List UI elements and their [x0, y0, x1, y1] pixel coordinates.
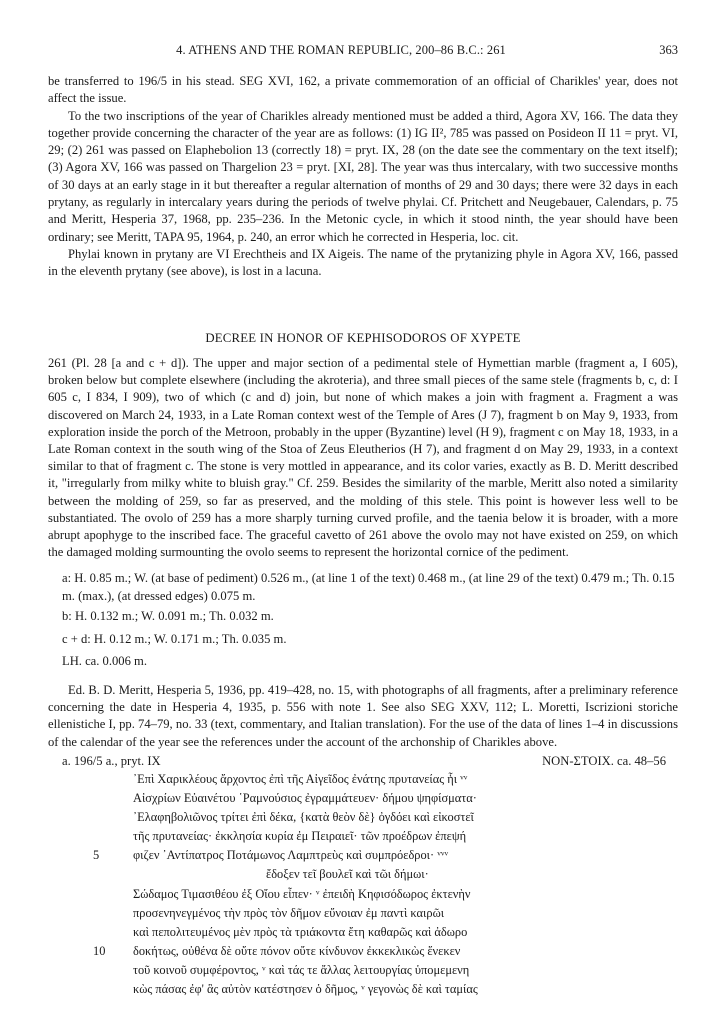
greek-line: [48, 980, 688, 999]
running-title: 4. ATHENS AND THE ROMAN REPUBLIC, 200–86 B.C.: 261: [176, 43, 506, 57]
intro-paragraph-1: be transferred to 196/5 in his stead. SEG XVI, 162, a private commemoration of an official of Charikles' year, does not affect the issue.: [48, 74, 678, 106]
line-text: Αἰσχρίων Εὐαινέτου ῾Ραμνούσιος ἐγραμμάτευεν· δήμου ψηφίσματα·: [133, 791, 477, 806]
line-text: ᾿Επὶ Χαρικλέους ἄρχοντος ἐπὶ τῆς Αἰγεῖδος ἐνάτης πρυτανείας ἧι ᵛᵛ: [133, 772, 468, 786]
greek-line: [48, 923, 688, 942]
intro-paragraph-3: Phylai known in prytany are VI Erechtheis and IX Aigeis. The name of the prytanizing phyle in Agora XV, 166, passed in the eleventh prytany (see above), is lost in a lacuna.: [48, 246, 678, 279]
greek-line: [48, 865, 688, 884]
greek-line: [48, 846, 688, 865]
greek-line: [48, 961, 688, 980]
line-number: 10: [93, 943, 106, 958]
measurement-cd: c + d: H. 0.12 m.; W. 0.171 m.; Th. 0.035 m.: [62, 631, 287, 646]
line-text: Σώδαμος Τιμασιθέου ἐξ Οἴου εἶπεν· ᵛ ἐπειδὴ Κηφισόδωρος ἐκτενὴν: [133, 886, 471, 901]
line-text: προσενηνεγμένος τὴν πρὸς τὸν δῆμον εὔνοιαν ἐμ παντὶ καιρῶι: [133, 905, 445, 920]
line-number: 5: [93, 848, 100, 863]
line-text: ᾿Ελαφηβολιῶνος τρίτει ἐπὶ δέκα, {κατὰ θεὸν δὲ} ὀγδόει καὶ εἰκοστεῖ: [133, 810, 474, 825]
text-stoichedon-note: NON-ΣΤΟΙΧ. ca. 48–56: [542, 754, 666, 768]
line-text-centered: ἔδοξεν τεῖ βουλεῖ καὶ τῶι δήμωι·: [266, 867, 429, 882]
letter-height: LH. ca. 0.006 m.: [62, 654, 147, 668]
line-text: κὼς πάσας ἐφ' ἃς αὐτὸν κατέστησεν ὁ δῆμος, ᵛ γεγονὼς δὲ καὶ ταμίας: [133, 982, 478, 997]
page-number: 363: [659, 43, 678, 57]
line-text: δοκήτως, οὐθένα δὲ οὔτε πόνον οὔτε κίνδυνον ἐκκεκλικὼς ἕνεκεν: [133, 943, 461, 958]
greek-text: [48, 770, 688, 999]
editions-paragraph: Ed. B. D. Meritt, Hesperia 5, 1936, pp. 419–428, no. 15, with photographs of all fragments, after a preliminary reference concerning the date in Hesperia 4, 1935, p. 556 with note 1. See also SEG XXV, 112; L. Moretti, Iscrizioni storiche ellenistiche I, pp. 74–79, no. 33 (text, commentary, and Italian translation). For the use of the data of lines 1–4 in discussions of the calendar of the year see the references under the account of the archonship of Charikles above.: [48, 683, 678, 749]
description-paragraph: 261 (Pl. 28 [a and c + d]). The upper and major section of a pedimental stele of Hymettian marble (fragment a, I 605), broken below but complete elsewhere (including the akroteria), and three small pieces of the same stele (fragments b, c, d: I 605 c, I 834, I 909), two of which (c and d) join, but none of which makes a join with fragment a. Fragment a was discovered on March 24, 1933, in a Late Roman context west of the Temple of Ares (J 7), fragment b on May 9, 1933, from exploration inside the porch of the Metroon, probably in the upper (Byzantine) level (H 9), fragment c on May 18, 1933, in a Late Roman context in the south wing of the Stoa of Zeus Eleutherios (H 7), and fragment d on May 29, 1933, in a context similar to that of fragment c. The stone is very mottled in appearance, and its color varies, exactly as B. D. Meritt described it, "irregularly from milky white to bluish gray." Cf. 259. Besides the similarity of the marble, Meritt also noted a similarity between the molding of 259, so far as preserved, and the molding of this stele. This point is however less well to be substantiated. The ovolo of 259 has a more sharply turning curved profile, and the taenia below it is broader, with a more abrupt apophyge to the inscribed face. The graceful cavetto of 261 above the ovolo may not have existed on 259, on which the damaged molding surmounting the ovolo seems to represent the horizontal cornice of the pediment.: [48, 356, 678, 560]
greek-line: [48, 942, 688, 961]
greek-line: [48, 885, 688, 904]
measurement-a: a: H. 0.85 m.; W. (at base of pediment) 0.526 m., (at line 1 of the text) 0.468 m., (at line 29 of the text) 0.479 m.; Th. 0.15 m. (max.), (at dressed edges) 0.075 m.: [62, 571, 675, 603]
section-title: DECREE IN HONOR OF KEPHISODOROS OF XYPETE: [205, 331, 521, 345]
line-text: τοῦ κοινοῦ συμφέροντος, ᵛ καὶ τάς τε ἄλλας λειτουργίας ὑπομεμενη: [133, 962, 470, 977]
running-header: [48, 43, 678, 59]
line-text: τῆς πρυτανείας· ἐκκλησία κυρία ἐμ Πειραιεῖ· τῶν προέδρων ἐπεψή: [133, 829, 467, 844]
measurements: [48, 570, 678, 671]
editions-note: [48, 682, 678, 751]
inscription-description: [48, 355, 678, 561]
greek-line: [48, 827, 688, 846]
measurement-b: b: H. 0.132 m.; W. 0.091 m.; Th. 0.032 m.: [62, 609, 274, 623]
greek-line: [48, 808, 688, 827]
line-text: φιζεν ᾿Αντίπατρος Ποτάμωνος Λαμπτρεὺς καὶ συμπρόεδροι· ᵛᵛᵛ: [133, 848, 449, 863]
text-date-prytany: a. 196/5 a., pryt. IX: [62, 754, 161, 768]
greek-line: [48, 904, 688, 923]
greek-line: [48, 770, 688, 789]
line-text: καὶ πεπολιτευμένος μὲν πρὸς τὰ τριάκοντα ἔτη καθαρῶς καὶ ἀδωρο: [133, 924, 468, 939]
greek-line: [48, 789, 688, 808]
intro-section: [48, 73, 678, 281]
intro-paragraph-2: To the two inscriptions of the year of Charikles already mentioned must be added a third, Agora XV, 166. The data they together provide concerning the character of the year are as follows: (1) IG II², 785 was passed on Posideon II 11 = pryt. VI, 29; (2) 261 was passed on Elaphebolion 13 (correctly 18) = pryt. IX, 28 (on the date see the commentary on the text itself); (3) Agora XV, 166 was passed on Thargelion 23 = pryt. [XI, 28]. The year was thus intercalary, with two successive months of 30 days at an early stage in it but thereafter a regular alternation of months of 29 and 30 days; there were 32 days in each prytany, as regularly in intercalary years during the periods of twelve phylai. Cf. Pritchett and Neugebauer, Calendars, p. 75 and Meritt, Hesperia 37, 1968, pp. 235–236. In the Metonic cycle, in which it stood ninth, the year should have been ordinary; see Meritt, TAPA 95, 1964, p. 240, an error which he corrected in Hesperia, loc. cit.: [48, 108, 678, 244]
